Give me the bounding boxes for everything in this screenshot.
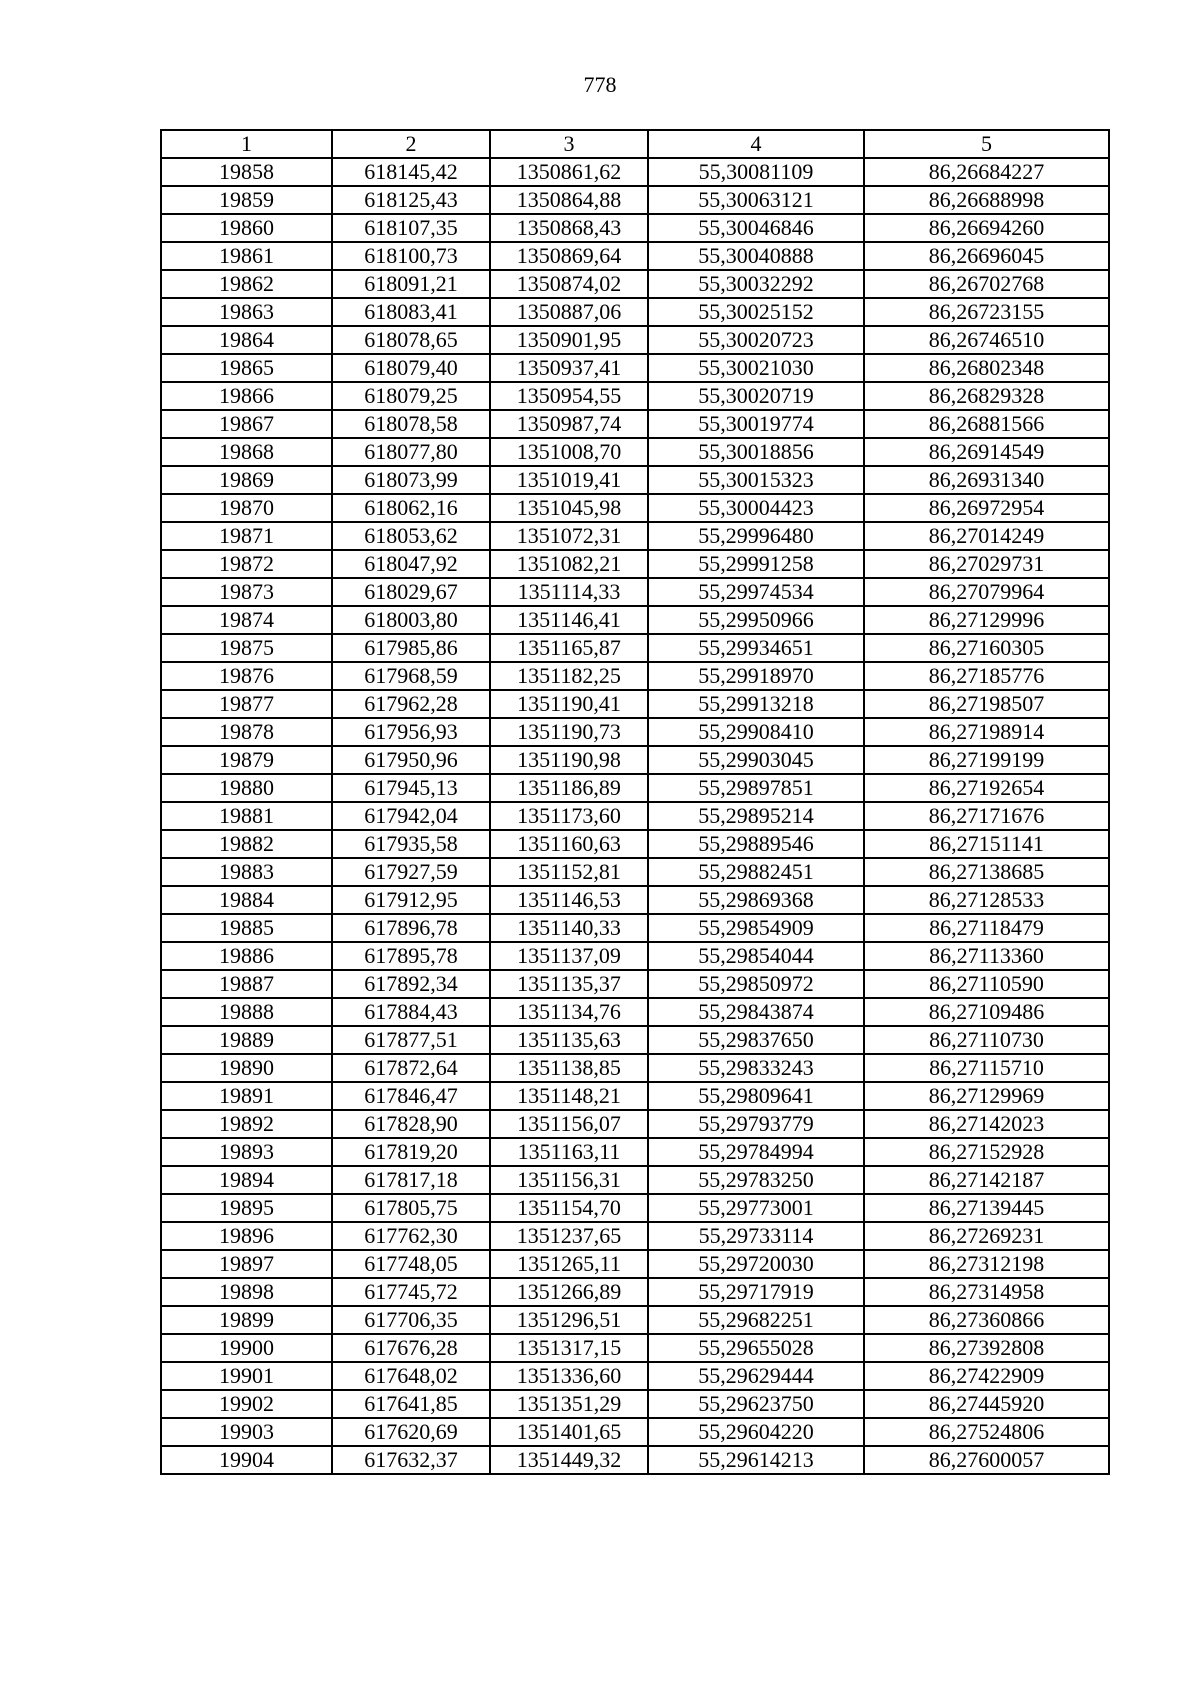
point-number-cell: 19880	[161, 774, 332, 802]
longitude-cell: 86,27110730	[864, 1026, 1109, 1054]
x-coordinate-cell: 617745,72	[332, 1278, 490, 1306]
longitude-cell: 86,27445920	[864, 1390, 1109, 1418]
y-coordinate-cell: 1351186,89	[490, 774, 648, 802]
longitude-cell: 86,27192654	[864, 774, 1109, 802]
longitude-cell: 86,27199199	[864, 746, 1109, 774]
y-coordinate-cell: 1351148,21	[490, 1082, 648, 1110]
point-number-cell: 19888	[161, 998, 332, 1026]
x-coordinate-cell: 618062,16	[332, 494, 490, 522]
table-row	[161, 1278, 1109, 1306]
point-number-cell: 19902	[161, 1390, 332, 1418]
x-coordinate-cell: 618100,73	[332, 242, 490, 270]
longitude-cell: 86,27014249	[864, 522, 1109, 550]
y-coordinate-cell: 1350954,55	[490, 382, 648, 410]
x-coordinate-cell: 617968,59	[332, 662, 490, 690]
table-row	[161, 438, 1109, 466]
y-coordinate-cell: 1351114,33	[490, 578, 648, 606]
y-coordinate-cell: 1350937,41	[490, 354, 648, 382]
y-coordinate-cell: 1351072,31	[490, 522, 648, 550]
latitude-cell: 55,30025152	[648, 298, 864, 326]
point-number-cell: 19877	[161, 690, 332, 718]
table-row	[161, 1446, 1109, 1474]
latitude-cell: 55,29882451	[648, 858, 864, 886]
longitude-cell: 86,27151141	[864, 830, 1109, 858]
y-coordinate-cell: 1350874,02	[490, 270, 648, 298]
latitude-cell: 55,30020723	[648, 326, 864, 354]
latitude-cell: 55,29974534	[648, 578, 864, 606]
point-number-cell: 19869	[161, 466, 332, 494]
table-row	[161, 1166, 1109, 1194]
longitude-cell: 86,27129969	[864, 1082, 1109, 1110]
longitude-cell: 86,26802348	[864, 354, 1109, 382]
table-row	[161, 1082, 1109, 1110]
coordinates-table	[160, 129, 1110, 1475]
longitude-cell: 86,27312198	[864, 1250, 1109, 1278]
latitude-cell: 55,30046846	[648, 214, 864, 242]
point-number-cell: 19889	[161, 1026, 332, 1054]
latitude-cell: 55,29913218	[648, 690, 864, 718]
table-row	[161, 578, 1109, 606]
table-row	[161, 634, 1109, 662]
x-coordinate-cell: 618083,41	[332, 298, 490, 326]
table-row	[161, 942, 1109, 970]
y-coordinate-cell: 1351156,31	[490, 1166, 648, 1194]
table-row	[161, 186, 1109, 214]
longitude-cell: 86,26972954	[864, 494, 1109, 522]
y-coordinate-cell: 1351165,87	[490, 634, 648, 662]
y-coordinate-cell: 1351266,89	[490, 1278, 648, 1306]
y-coordinate-cell: 1351336,60	[490, 1362, 648, 1390]
latitude-cell: 55,29950966	[648, 606, 864, 634]
longitude-cell: 86,26931340	[864, 466, 1109, 494]
x-coordinate-cell: 618091,21	[332, 270, 490, 298]
table-row	[161, 214, 1109, 242]
longitude-cell: 86,27269231	[864, 1222, 1109, 1250]
x-coordinate-cell: 617956,93	[332, 718, 490, 746]
latitude-cell: 55,29908410	[648, 718, 864, 746]
latitude-cell: 55,29869368	[648, 886, 864, 914]
latitude-cell: 55,29655028	[648, 1334, 864, 1362]
latitude-cell: 55,29996480	[648, 522, 864, 550]
table-row	[161, 1306, 1109, 1334]
point-number-cell: 19865	[161, 354, 332, 382]
latitude-cell: 55,29897851	[648, 774, 864, 802]
point-number-cell: 19892	[161, 1110, 332, 1138]
longitude-cell: 86,27110590	[864, 970, 1109, 998]
y-coordinate-cell: 1350901,95	[490, 326, 648, 354]
longitude-cell: 86,27142023	[864, 1110, 1109, 1138]
x-coordinate-cell: 617846,47	[332, 1082, 490, 1110]
x-coordinate-cell: 617648,02	[332, 1362, 490, 1390]
point-number-cell: 19890	[161, 1054, 332, 1082]
table-row	[161, 1026, 1109, 1054]
longitude-cell: 86,27422909	[864, 1362, 1109, 1390]
x-coordinate-cell: 618003,80	[332, 606, 490, 634]
longitude-cell: 86,27109486	[864, 998, 1109, 1026]
point-number-cell: 19863	[161, 298, 332, 326]
y-coordinate-cell: 1351265,11	[490, 1250, 648, 1278]
x-coordinate-cell: 618077,80	[332, 438, 490, 466]
x-coordinate-cell: 617942,04	[332, 802, 490, 830]
table-row	[161, 466, 1109, 494]
x-coordinate-cell: 617896,78	[332, 914, 490, 942]
point-number-cell: 19893	[161, 1138, 332, 1166]
latitude-cell: 55,30040888	[648, 242, 864, 270]
longitude-cell: 86,26694260	[864, 214, 1109, 242]
latitude-cell: 55,29793779	[648, 1110, 864, 1138]
latitude-cell: 55,29614213	[648, 1446, 864, 1474]
point-number-cell: 19873	[161, 578, 332, 606]
longitude-cell: 86,27079964	[864, 578, 1109, 606]
y-coordinate-cell: 1351082,21	[490, 550, 648, 578]
latitude-cell: 55,29717919	[648, 1278, 864, 1306]
latitude-cell: 55,29809641	[648, 1082, 864, 1110]
latitude-cell: 55,29773001	[648, 1194, 864, 1222]
table-header	[161, 130, 1109, 158]
table-row	[161, 1054, 1109, 1082]
page-number: 778	[583, 72, 617, 97]
longitude-cell: 86,27185776	[864, 662, 1109, 690]
point-number-cell: 19886	[161, 942, 332, 970]
longitude-cell: 86,26684227	[864, 158, 1109, 186]
latitude-cell: 55,29854909	[648, 914, 864, 942]
point-number-cell: 19899	[161, 1306, 332, 1334]
longitude-cell: 86,27115710	[864, 1054, 1109, 1082]
y-coordinate-cell: 1350869,64	[490, 242, 648, 270]
latitude-cell: 55,29833243	[648, 1054, 864, 1082]
point-number-cell: 19900	[161, 1334, 332, 1362]
point-number-cell: 19881	[161, 802, 332, 830]
table-row	[161, 886, 1109, 914]
table-row	[161, 1362, 1109, 1390]
point-number-cell: 19860	[161, 214, 332, 242]
point-number-cell: 19858	[161, 158, 332, 186]
latitude-cell: 55,30018856	[648, 438, 864, 466]
x-coordinate-cell: 618078,58	[332, 410, 490, 438]
x-coordinate-cell: 617828,90	[332, 1110, 490, 1138]
x-coordinate-cell: 617620,69	[332, 1418, 490, 1446]
longitude-cell: 86,27139445	[864, 1194, 1109, 1222]
latitude-cell: 55,30021030	[648, 354, 864, 382]
x-coordinate-cell: 618079,40	[332, 354, 490, 382]
x-coordinate-cell: 618079,25	[332, 382, 490, 410]
y-coordinate-cell: 1351296,51	[490, 1306, 648, 1334]
x-coordinate-cell: 617877,51	[332, 1026, 490, 1054]
latitude-cell: 55,30081109	[648, 158, 864, 186]
point-number-cell: 19904	[161, 1446, 332, 1474]
column-header-2: 2	[332, 130, 490, 158]
longitude-cell: 86,27142187	[864, 1166, 1109, 1194]
column-header-1: 1	[161, 130, 332, 158]
latitude-cell: 55,29783250	[648, 1166, 864, 1194]
x-coordinate-cell: 618125,43	[332, 186, 490, 214]
table-row	[161, 746, 1109, 774]
table-row	[161, 690, 1109, 718]
latitude-cell: 55,29837650	[648, 1026, 864, 1054]
y-coordinate-cell: 1351449,32	[490, 1446, 648, 1474]
x-coordinate-cell: 617762,30	[332, 1222, 490, 1250]
x-coordinate-cell: 617872,64	[332, 1054, 490, 1082]
y-coordinate-cell: 1351190,73	[490, 718, 648, 746]
point-number-cell: 19884	[161, 886, 332, 914]
latitude-cell: 55,30004423	[648, 494, 864, 522]
point-number-cell: 19876	[161, 662, 332, 690]
y-coordinate-cell: 1351146,41	[490, 606, 648, 634]
y-coordinate-cell: 1351237,65	[490, 1222, 648, 1250]
y-coordinate-cell: 1351163,11	[490, 1138, 648, 1166]
point-number-cell: 19891	[161, 1082, 332, 1110]
table-row	[161, 550, 1109, 578]
x-coordinate-cell: 617676,28	[332, 1334, 490, 1362]
y-coordinate-cell: 1351008,70	[490, 438, 648, 466]
latitude-cell: 55,29682251	[648, 1306, 864, 1334]
latitude-cell: 55,29934651	[648, 634, 864, 662]
table-row	[161, 774, 1109, 802]
point-number-cell: 19885	[161, 914, 332, 942]
y-coordinate-cell: 1351134,76	[490, 998, 648, 1026]
y-coordinate-cell: 1350987,74	[490, 410, 648, 438]
point-number-cell: 19879	[161, 746, 332, 774]
longitude-cell: 86,27198507	[864, 690, 1109, 718]
longitude-cell: 86,27524806	[864, 1418, 1109, 1446]
latitude-cell: 55,30020719	[648, 382, 864, 410]
table-row	[161, 354, 1109, 382]
latitude-cell: 55,29895214	[648, 802, 864, 830]
x-coordinate-cell: 617985,86	[332, 634, 490, 662]
table-row	[161, 410, 1109, 438]
table-row	[161, 914, 1109, 942]
longitude-cell: 86,27029731	[864, 550, 1109, 578]
y-coordinate-cell: 1351317,15	[490, 1334, 648, 1362]
table-row	[161, 970, 1109, 998]
table-row	[161, 242, 1109, 270]
table-row	[161, 998, 1109, 1026]
y-coordinate-cell: 1351351,29	[490, 1390, 648, 1418]
y-coordinate-cell: 1351156,07	[490, 1110, 648, 1138]
table-row	[161, 158, 1109, 186]
latitude-cell: 55,30032292	[648, 270, 864, 298]
point-number-cell: 19859	[161, 186, 332, 214]
y-coordinate-cell: 1351146,53	[490, 886, 648, 914]
point-number-cell: 19898	[161, 1278, 332, 1306]
y-coordinate-cell: 1351019,41	[490, 466, 648, 494]
longitude-cell: 86,26702768	[864, 270, 1109, 298]
table-row	[161, 1194, 1109, 1222]
point-number-cell: 19874	[161, 606, 332, 634]
point-number-cell: 19897	[161, 1250, 332, 1278]
table-body	[161, 158, 1109, 1474]
longitude-cell: 86,26881566	[864, 410, 1109, 438]
point-number-cell: 19868	[161, 438, 332, 466]
latitude-cell: 55,30063121	[648, 186, 864, 214]
latitude-cell: 55,29629444	[648, 1362, 864, 1390]
y-coordinate-cell: 1351190,41	[490, 690, 648, 718]
longitude-cell: 86,27314958	[864, 1278, 1109, 1306]
longitude-cell: 86,27600057	[864, 1446, 1109, 1474]
y-coordinate-cell: 1350861,62	[490, 158, 648, 186]
x-coordinate-cell: 617927,59	[332, 858, 490, 886]
y-coordinate-cell: 1351045,98	[490, 494, 648, 522]
column-header-5: 5	[864, 130, 1109, 158]
latitude-cell: 55,29623750	[648, 1390, 864, 1418]
x-coordinate-cell: 618053,62	[332, 522, 490, 550]
longitude-cell: 86,27360866	[864, 1306, 1109, 1334]
longitude-cell: 86,27198914	[864, 718, 1109, 746]
latitude-cell: 55,29854044	[648, 942, 864, 970]
table-row	[161, 1138, 1109, 1166]
longitude-cell: 86,27113360	[864, 942, 1109, 970]
x-coordinate-cell: 618145,42	[332, 158, 490, 186]
column-header-3: 3	[490, 130, 648, 158]
table-row	[161, 830, 1109, 858]
longitude-cell: 86,27171676	[864, 802, 1109, 830]
table-row	[161, 606, 1109, 634]
x-coordinate-cell: 617632,37	[332, 1446, 490, 1474]
table-row	[161, 494, 1109, 522]
table-row	[161, 270, 1109, 298]
table-row	[161, 1250, 1109, 1278]
longitude-cell: 86,27152928	[864, 1138, 1109, 1166]
y-coordinate-cell: 1350864,88	[490, 186, 648, 214]
table-row	[161, 326, 1109, 354]
y-coordinate-cell: 1351140,33	[490, 914, 648, 942]
y-coordinate-cell: 1351135,37	[490, 970, 648, 998]
table-row	[161, 1390, 1109, 1418]
table-row	[161, 662, 1109, 690]
latitude-cell: 55,29918970	[648, 662, 864, 690]
point-number-cell: 19894	[161, 1166, 332, 1194]
x-coordinate-cell: 617817,18	[332, 1166, 490, 1194]
y-coordinate-cell: 1351190,98	[490, 746, 648, 774]
point-number-cell: 19896	[161, 1222, 332, 1250]
x-coordinate-cell: 617912,95	[332, 886, 490, 914]
table-row	[161, 382, 1109, 410]
point-number-cell: 19864	[161, 326, 332, 354]
point-number-cell: 19871	[161, 522, 332, 550]
longitude-cell: 86,26829328	[864, 382, 1109, 410]
point-number-cell: 19901	[161, 1362, 332, 1390]
longitude-cell: 86,27128533	[864, 886, 1109, 914]
longitude-cell: 86,27392808	[864, 1334, 1109, 1362]
longitude-cell: 86,27160305	[864, 634, 1109, 662]
point-number-cell: 19862	[161, 270, 332, 298]
x-coordinate-cell: 617950,96	[332, 746, 490, 774]
y-coordinate-cell: 1350887,06	[490, 298, 648, 326]
x-coordinate-cell: 618107,35	[332, 214, 490, 242]
x-coordinate-cell: 617706,35	[332, 1306, 490, 1334]
point-number-cell: 19883	[161, 858, 332, 886]
latitude-cell: 55,29843874	[648, 998, 864, 1026]
longitude-cell: 86,26688998	[864, 186, 1109, 214]
y-coordinate-cell: 1351135,63	[490, 1026, 648, 1054]
y-coordinate-cell: 1351154,70	[490, 1194, 648, 1222]
x-coordinate-cell: 618047,92	[332, 550, 490, 578]
x-coordinate-cell: 617895,78	[332, 942, 490, 970]
point-number-cell: 19867	[161, 410, 332, 438]
x-coordinate-cell: 618029,67	[332, 578, 490, 606]
latitude-cell: 55,29720030	[648, 1250, 864, 1278]
point-number-cell: 19875	[161, 634, 332, 662]
latitude-cell: 55,29903045	[648, 746, 864, 774]
table-row	[161, 298, 1109, 326]
latitude-cell: 55,29733114	[648, 1222, 864, 1250]
table-row	[161, 802, 1109, 830]
table-row	[161, 718, 1109, 746]
point-number-cell: 19903	[161, 1418, 332, 1446]
point-number-cell: 19872	[161, 550, 332, 578]
latitude-cell: 55,29850972	[648, 970, 864, 998]
table-row	[161, 1334, 1109, 1362]
longitude-cell: 86,26696045	[864, 242, 1109, 270]
y-coordinate-cell: 1350868,43	[490, 214, 648, 242]
y-coordinate-cell: 1351138,85	[490, 1054, 648, 1082]
point-number-cell: 19887	[161, 970, 332, 998]
column-header-4: 4	[648, 130, 864, 158]
point-number-cell: 19895	[161, 1194, 332, 1222]
table-row	[161, 522, 1109, 550]
table-row	[161, 1110, 1109, 1138]
x-coordinate-cell: 617962,28	[332, 690, 490, 718]
latitude-cell: 55,29784994	[648, 1138, 864, 1166]
x-coordinate-cell: 618073,99	[332, 466, 490, 494]
x-coordinate-cell: 618078,65	[332, 326, 490, 354]
table-row	[161, 1418, 1109, 1446]
longitude-cell: 86,26746510	[864, 326, 1109, 354]
point-number-cell: 19878	[161, 718, 332, 746]
x-coordinate-cell: 617641,85	[332, 1390, 490, 1418]
longitude-cell: 86,27129996	[864, 606, 1109, 634]
longitude-cell: 86,26723155	[864, 298, 1109, 326]
x-coordinate-cell: 617892,34	[332, 970, 490, 998]
latitude-cell: 55,29889546	[648, 830, 864, 858]
x-coordinate-cell: 617884,43	[332, 998, 490, 1026]
x-coordinate-cell: 617748,05	[332, 1250, 490, 1278]
table-row	[161, 858, 1109, 886]
y-coordinate-cell: 1351152,81	[490, 858, 648, 886]
longitude-cell: 86,26914549	[864, 438, 1109, 466]
longitude-cell: 86,27138685	[864, 858, 1109, 886]
x-coordinate-cell: 617935,58	[332, 830, 490, 858]
header-row	[161, 130, 1109, 158]
latitude-cell: 55,29604220	[648, 1418, 864, 1446]
latitude-cell: 55,30015323	[648, 466, 864, 494]
table-row	[161, 1222, 1109, 1250]
latitude-cell: 55,30019774	[648, 410, 864, 438]
y-coordinate-cell: 1351137,09	[490, 942, 648, 970]
point-number-cell: 19861	[161, 242, 332, 270]
longitude-cell: 86,27118479	[864, 914, 1109, 942]
point-number-cell: 19882	[161, 830, 332, 858]
latitude-cell: 55,29991258	[648, 550, 864, 578]
y-coordinate-cell: 1351160,63	[490, 830, 648, 858]
point-number-cell: 19870	[161, 494, 332, 522]
y-coordinate-cell: 1351182,25	[490, 662, 648, 690]
x-coordinate-cell: 617819,20	[332, 1138, 490, 1166]
y-coordinate-cell: 1351401,65	[490, 1418, 648, 1446]
y-coordinate-cell: 1351173,60	[490, 802, 648, 830]
x-coordinate-cell: 617805,75	[332, 1194, 490, 1222]
point-number-cell: 19866	[161, 382, 332, 410]
x-coordinate-cell: 617945,13	[332, 774, 490, 802]
